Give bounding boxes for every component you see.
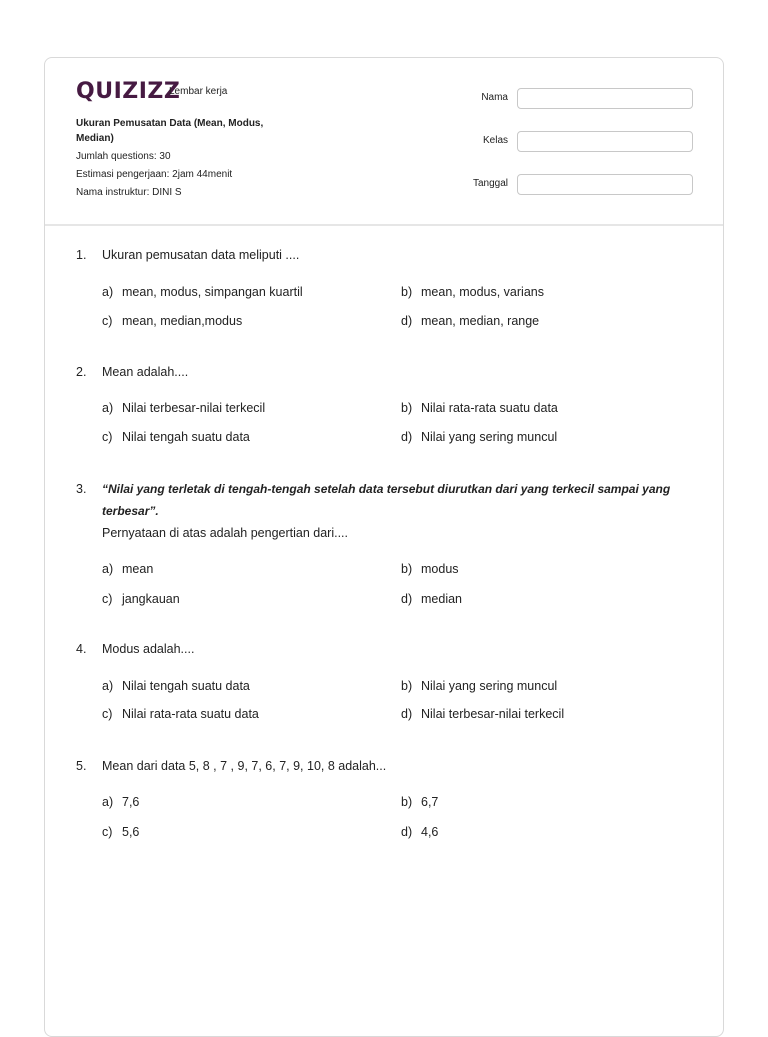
option-b[interactable]: [401, 285, 544, 299]
name-field[interactable]: [517, 88, 693, 109]
name-label: Nama: [481, 92, 508, 103]
option-text: mean, modus, simpangan kuartil: [122, 285, 303, 299]
option-c[interactable]: [102, 592, 180, 606]
option-letter: c): [102, 707, 113, 721]
sheet-type-label: Lembar kerja: [169, 86, 228, 97]
question-number: 1.: [76, 248, 87, 262]
worksheet-title: Ukuran Pemusatan Data (Mean, Modus, Median): [76, 118, 264, 144]
worksheet-header: [45, 58, 723, 226]
option-d[interactable]: [401, 430, 557, 444]
option-text: mean, modus, varians: [421, 285, 544, 299]
option-text: median: [421, 592, 462, 606]
date-field[interactable]: [517, 174, 693, 195]
option-letter: b): [401, 795, 413, 809]
option-text: Nilai yang sering muncul: [421, 679, 558, 693]
question-text: Pernyataan di atas adalah pengertian dari....: [102, 526, 349, 540]
option-letter: b): [401, 679, 413, 693]
option-text: Nilai terbesar-nilai terkecil: [421, 707, 565, 721]
option-letter: b): [401, 401, 413, 415]
option-d[interactable]: [401, 825, 438, 839]
option-text: modus: [421, 562, 459, 576]
option-a[interactable]: [102, 401, 265, 415]
option-letter: d): [401, 825, 413, 839]
option-c[interactable]: [102, 707, 259, 721]
option-letter: d): [401, 430, 413, 444]
question-text: Mean adalah....: [102, 365, 189, 379]
option-d[interactable]: [401, 592, 462, 606]
option-b[interactable]: [401, 679, 557, 693]
worksheet-page: [44, 57, 724, 1037]
question-number: 3.: [76, 482, 87, 496]
option-text: 7,6: [122, 795, 140, 809]
option-c[interactable]: [102, 314, 242, 328]
option-d[interactable]: [401, 707, 564, 721]
option-text: Nilai tengah suatu data: [122, 430, 250, 444]
class-label: Kelas: [482, 135, 508, 146]
question-quote: “Nilai yang terletak di tengah-tengah setelah data tersebut diurutkan dari yang terkecil sampai yang terbesar”.: [102, 482, 671, 518]
option-letter: d): [401, 592, 413, 606]
date-label: Tanggal: [472, 178, 508, 189]
question-text: Modus adalah....: [102, 642, 195, 656]
option-text: mean: [122, 562, 154, 576]
question-text: Ukuran pemusatan data meliputi ....: [102, 248, 300, 262]
option-a[interactable]: [102, 795, 139, 809]
option-c[interactable]: [102, 825, 139, 839]
option-letter: a): [102, 285, 114, 299]
option-text: Nilai rata-rata suatu data: [421, 401, 558, 415]
question-text: Mean dari data 5, 8 , 7 , 9, 7, 6, 7, 9, 10, 8 adalah...: [102, 759, 387, 773]
option-letter: a): [102, 679, 114, 693]
option-text: 4,6: [421, 825, 439, 839]
question-number: 4.: [76, 642, 87, 656]
option-b[interactable]: [401, 401, 558, 415]
option-letter: c): [102, 430, 113, 444]
option-text: Nilai yang sering muncul: [421, 430, 558, 444]
option-letter: a): [102, 401, 114, 415]
option-letter: b): [401, 562, 413, 576]
option-letter: a): [102, 795, 114, 809]
option-letter: c): [102, 825, 113, 839]
option-a[interactable]: [102, 562, 153, 576]
question-number: 5.: [76, 759, 87, 773]
question-count: Jumlah questions: 30: [76, 151, 171, 162]
option-a[interactable]: [102, 285, 303, 299]
option-b[interactable]: [401, 795, 438, 809]
option-text: mean, median,modus: [122, 314, 243, 328]
quizizz-logo: QUIZIZZ: [76, 79, 181, 104]
option-b[interactable]: [401, 562, 459, 576]
option-d[interactable]: [401, 314, 539, 328]
option-text: Nilai tengah suatu data: [122, 679, 250, 693]
option-letter: d): [401, 314, 413, 328]
option-letter: b): [401, 285, 413, 299]
option-text: mean, median, range: [421, 314, 540, 328]
option-text: Nilai terbesar-nilai terkecil: [122, 401, 266, 415]
option-text: 6,7: [421, 795, 439, 809]
instructor-name: Nama instruktur: DINI S: [76, 187, 182, 198]
question-number: 2.: [76, 365, 87, 379]
option-text: Nilai rata-rata suatu data: [122, 707, 259, 721]
option-text: jangkauan: [122, 592, 180, 606]
option-letter: d): [401, 707, 413, 721]
option-letter: c): [102, 314, 113, 328]
option-letter: c): [102, 592, 113, 606]
option-a[interactable]: [102, 679, 250, 693]
option-text: 5,6: [122, 825, 140, 839]
option-c[interactable]: [102, 430, 250, 444]
time-estimate: Estimasi pengerjaan: 2jam 44menit: [76, 169, 233, 180]
class-field[interactable]: [517, 131, 693, 152]
option-letter: a): [102, 562, 114, 576]
question-text-block: [102, 478, 702, 544]
